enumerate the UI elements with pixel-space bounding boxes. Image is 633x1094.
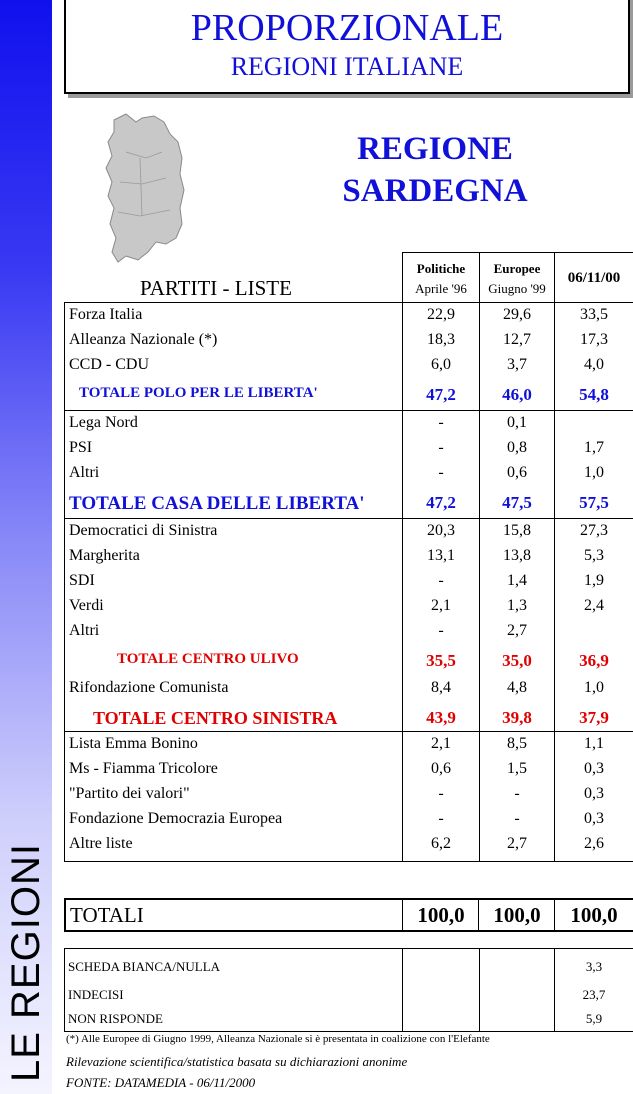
totali-label: TOTALI [70, 903, 144, 927]
cell-value: - [438, 439, 444, 456]
table-row [65, 410, 633, 436]
cell-value: - [514, 810, 520, 827]
cell-value: 57,5 [579, 493, 609, 512]
extra-value: 23,7 [582, 987, 606, 1002]
title-box [64, 0, 630, 94]
cell-value: 6,2 [431, 835, 451, 852]
cell-value: 0,8 [507, 439, 527, 456]
cell-value: 1,3 [507, 597, 527, 614]
column-header-sub: Aprile '96 [415, 281, 467, 296]
cell-value: 29,6 [503, 306, 531, 323]
cell-value: 0,1 [507, 414, 527, 431]
table-row [65, 731, 633, 757]
sidebar-label: LE REGIONI [4, 843, 48, 1082]
footnote: (*) Alle Europee di Giugno 1999, Alleanza Nazionale si è presentata in coalizione con l'Elefante [66, 1033, 490, 1045]
cell-value: 33,5 [580, 306, 608, 323]
row-label: Fondazione Democrazia Europea [69, 810, 283, 827]
column-header-politiche [402, 252, 480, 303]
cell-value: 2,4 [584, 597, 604, 614]
cell-value: 35,5 [426, 651, 456, 670]
table-row [65, 807, 633, 832]
region-title-line2: SARDEGNA [342, 173, 528, 209]
extra-label: INDECISI [68, 987, 124, 1002]
row-label: Forza Italia [69, 306, 143, 323]
row-label: PSI [69, 439, 93, 456]
cell-value: 8,4 [431, 679, 451, 696]
cell-value: 47,2 [426, 493, 456, 512]
cell-value: 2,1 [431, 597, 451, 614]
column-header-europee [479, 252, 555, 303]
cell-value: 20,3 [427, 522, 455, 539]
cell-value: 1,0 [584, 464, 604, 481]
table-row [65, 328, 633, 353]
row-label: SDI [69, 572, 95, 589]
column-header-sub: Giugno '99 [488, 281, 546, 296]
section-label: PARTITI - LISTE [140, 276, 292, 300]
cell-value: 13,8 [503, 547, 531, 564]
column-header-name: Europee [493, 261, 541, 276]
row-label: Verdi [69, 597, 104, 614]
cell-value: 47,2 [426, 385, 456, 404]
table-row [65, 353, 633, 378]
column-header-name: Politiche [416, 261, 466, 276]
cell-value: 22,9 [427, 306, 455, 323]
total-row [65, 486, 633, 518]
extra-row [65, 949, 633, 975]
extra-label: SCHEDA BIANCA/NULLA [68, 959, 221, 974]
cell-value: 3,7 [507, 356, 527, 373]
table-row [65, 782, 633, 807]
cell-value: 1,4 [507, 572, 527, 589]
cell-value: 1,0 [584, 679, 604, 696]
cell-value: - [438, 785, 444, 802]
cell-value: - [514, 785, 520, 802]
sidebar [0, 0, 52, 1094]
totali-value: 100,0 [570, 903, 618, 927]
cell-value: 1,1 [584, 735, 604, 752]
sardinia-map-icon [96, 112, 192, 264]
row-label: Democratici di Sinistra [69, 522, 218, 539]
region-title [300, 128, 570, 212]
row-label: Altri [69, 464, 100, 481]
cell-value: 2,6 [584, 835, 604, 852]
cell-value: 0,3 [584, 785, 604, 802]
table-row [65, 676, 633, 701]
row-label: TOTALE CASA DELLE LIBERTA' [69, 493, 365, 514]
total-row [65, 644, 633, 676]
cell-value: - [438, 572, 444, 589]
cell-value: - [438, 622, 444, 639]
cell-value: 37,9 [579, 708, 609, 727]
region-title-line1: REGIONE [357, 131, 513, 167]
cell-value: 8,5 [507, 735, 527, 752]
method-note: Rilevazione scientifica/statistica basata su dichiarazioni anonime [66, 1054, 408, 1069]
cell-value: 0,6 [507, 464, 527, 481]
source-note: FONTE: DATAMEDIA - 06/11/2000 [66, 1075, 256, 1090]
row-label: TOTALE CENTRO ULIVO [117, 651, 299, 667]
row-label: Rifondazione Comunista [69, 679, 229, 696]
row-label: Alleanza Nazionale (*) [69, 331, 218, 348]
extra-value: 5,9 [585, 1011, 603, 1026]
cell-value: - [438, 464, 444, 481]
totali-value: 100,0 [417, 903, 465, 927]
cell-value: 39,8 [502, 708, 532, 727]
extra-label: NON RISPONDE [68, 1011, 163, 1026]
cell-value: - [438, 810, 444, 827]
table-row [65, 518, 633, 544]
row-label: Altre liste [69, 835, 133, 852]
table-row [65, 303, 633, 328]
row-label: Margherita [69, 547, 140, 564]
cell-value: 18,3 [427, 331, 455, 348]
cell-value: 2,7 [507, 622, 527, 639]
cell-value: 46,0 [502, 385, 532, 404]
row-label: Lega Nord [69, 414, 138, 431]
cell-value: 54,8 [579, 385, 609, 404]
totali-value: 100,0 [493, 903, 541, 927]
cell-value: 4,0 [584, 356, 604, 373]
page-title: PROPORZIONALE [190, 7, 504, 49]
table-row [65, 461, 633, 486]
row-label: Altri [69, 622, 100, 639]
table-row [65, 619, 633, 644]
cell-value: 35,0 [502, 651, 532, 670]
row-label: TOTALE CENTRO SINISTRA [93, 708, 338, 728]
cell-value: 2,1 [431, 735, 451, 752]
results-table [64, 302, 633, 862]
row-label: Ms - Fiamma Tricolore [69, 760, 218, 777]
cell-value: 5,3 [584, 547, 604, 564]
cell-value: 43,9 [426, 708, 456, 727]
table-row [65, 544, 633, 569]
total-row [65, 378, 633, 410]
cell-value: 15,8 [503, 522, 531, 539]
page-subtitle: REGIONI ITALIANE [230, 52, 464, 81]
totali-row [64, 898, 633, 932]
cell-value: 27,3 [580, 522, 608, 539]
cell-value: 0,3 [584, 760, 604, 777]
total-row [65, 701, 633, 731]
table-row [65, 436, 633, 461]
cell-value: 6,0 [431, 356, 451, 373]
cell-value: 4,8 [507, 679, 527, 696]
table-row [65, 594, 633, 619]
column-header-date: 06/11/00 [554, 252, 633, 303]
cell-value: 0,6 [431, 760, 451, 777]
row-label: CCD - CDU [69, 356, 150, 373]
extra-row [65, 1001, 633, 1027]
extra-row [65, 977, 633, 1003]
cell-value: 12,7 [503, 331, 531, 348]
row-label: Lista Emma Bonino [69, 735, 198, 752]
extra-table [64, 948, 633, 1032]
row-label: "Partito dei valori" [69, 785, 190, 802]
table-row [65, 569, 633, 594]
cell-value: 47,5 [502, 493, 532, 512]
cell-value: 36,9 [579, 651, 609, 670]
cell-value: 0,3 [584, 810, 604, 827]
cell-value: - [438, 414, 444, 431]
cell-value: 13,1 [427, 547, 455, 564]
cell-value: 1,5 [507, 760, 527, 777]
row-label: TOTALE POLO PER LE LIBERTA' [79, 385, 318, 401]
cell-value: 1,9 [584, 572, 604, 589]
cell-value: 1,7 [584, 439, 604, 456]
table-row [65, 757, 633, 782]
cell-value: 17,3 [580, 331, 608, 348]
cell-value: 2,7 [507, 835, 527, 852]
extra-value: 3,3 [585, 959, 603, 974]
table-row [65, 832, 633, 857]
